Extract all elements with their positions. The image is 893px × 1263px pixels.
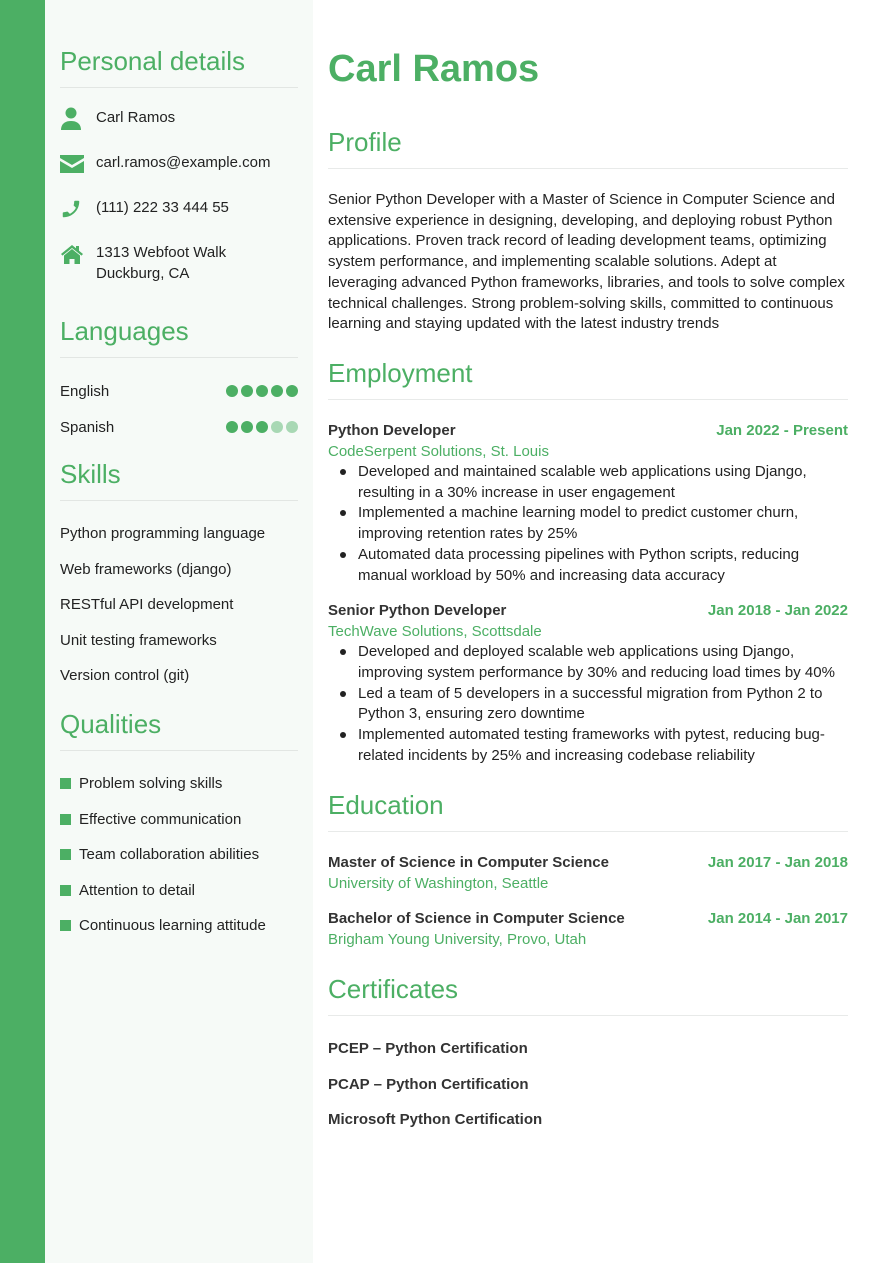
level-dot-filled [256,385,268,397]
education-dates: Jan 2014 - Jan 2017 [707,910,848,927]
education-entry [328,908,848,950]
home-icon [60,242,96,266]
education-header [328,852,848,873]
job-bullets [328,642,848,766]
person-icon [60,107,96,131]
profile-text: Senior Python Developer with a Master of Science in Computer Science and extensive experience in designing, developing, and deploying robust Python applications. Proven track record of leading development teams, optimizing system performance, and implementing scalable solutions. Adept at leveraging advanced Python frameworks, libraries, and tools to solve complex technical challenges. Strong problem-solving skills, committed to continuous learning and staying updated with the latest industry trends [328,191,845,333]
personal-details-heading: Personal details [60,46,298,88]
job-header [328,600,848,621]
square-bullet-icon [60,849,71,860]
quality-text: Continuous learning attitude [79,917,266,935]
job-employer: TechWave Solutions, Scottsdale [328,623,542,641]
quality-text: Effective communication [79,810,242,828]
detail-phone-text[interactable]: (111) 222 33 444 55 [96,199,229,216]
skill-item: RESTful API development [60,596,234,614]
address-line-2: Duckburg, CA [96,265,190,282]
quality-text: Problem solving skills [79,775,223,793]
education-dates: Jan 2017 - Jan 2018 [707,854,848,871]
profile-heading: Profile [328,127,848,169]
detail-email[interactable] [60,152,298,197]
personal-details-section [60,46,298,284]
skills-section [60,459,298,694]
language-item [60,409,298,445]
job-dates: Jan 2018 - Jan 2022 [707,602,848,620]
quality-text: Team collaboration abilities [79,846,260,864]
degree: Bachelor of Science in Computer Science [328,910,625,927]
accent-strip [0,0,45,1263]
job-employer: CodeSerpent Solutions, St. Louis [328,443,549,460]
job-title: Senior Python Developer [328,602,507,620]
skills-heading: Skills [60,459,298,501]
detail-address-text [96,242,226,284]
skill-item: Version control (git) [60,667,190,685]
job-dates: Jan 2022 - Present [716,422,848,439]
quality-item [60,837,298,873]
job-bullet: Developed and maintained scalable web applications using Django, resulting in a 30% increase in user engagement [328,462,848,503]
quality-item [60,766,298,802]
qualities-heading: Qualities [60,709,298,751]
level-dot-filled [256,421,268,433]
level-dot-filled [241,421,253,433]
employment-section [328,358,848,766]
skill-item: Python programming language [60,525,266,543]
language-name: Spanish [60,418,115,436]
job-entry [328,600,848,766]
quality-text: Attention to detail [79,881,195,899]
language-level-spanish [226,421,298,433]
job-bullet: Led a team of 5 developers in a successful migration from Python 2 to Python 3, ensuring zero downtime [328,684,848,725]
address-line-1: 1313 Webfoot Walk [96,244,227,261]
square-bullet-icon [60,885,71,896]
level-dot-filled [226,421,238,433]
level-dot-filled [226,385,238,397]
square-bullet-icon [60,920,71,931]
languages-section [60,316,298,445]
employment-heading: Employment [328,358,848,400]
level-dot-empty [286,421,298,433]
job-header [328,420,848,441]
certificates-heading: Certificates [328,974,848,1016]
languages-heading: Languages [60,316,298,358]
job-bullet: Implemented automated testing frameworks with pytest, reducing bug-related incidents by 25% and increasing codebase reliability [328,725,848,766]
quality-item [60,908,298,944]
square-bullet-icon [60,814,71,825]
level-dot-filled [271,385,283,397]
school: Brigham Young University, Provo, Utah [328,931,587,948]
education-entry [328,852,848,894]
certificate-item: PCAP – Python Certification [328,1075,529,1093]
level-dot-empty [271,421,283,433]
qualities-section [60,709,298,944]
profile-section [328,127,848,335]
skill-item: Web frameworks (django) [60,560,232,578]
level-dot-filled [241,385,253,397]
language-item [60,373,298,409]
education-header [328,908,848,929]
sidebar [45,0,313,1263]
job-bullet: Automated data processing pipelines with Python scripts, reducing manual workload by 50% and increasing data accuracy [328,545,848,586]
school: University of Washington, Seattle [328,875,549,892]
certificate-item: PCEP – Python Certification [328,1040,528,1058]
skill-item: Unit testing frameworks [60,631,217,649]
job-bullet: Implemented a machine learning model to predict customer churn, improving retention rates by 25% [328,503,848,544]
phone-icon [60,197,96,221]
main-content [313,0,893,1263]
detail-address [60,242,298,284]
job-bullets [328,462,848,586]
square-bullet-icon [60,778,71,789]
language-level-english [226,385,298,397]
certificates-section [328,974,848,1138]
education-section [328,790,848,950]
education-heading: Education [328,790,848,832]
quality-item [60,802,298,838]
language-name: English [60,382,110,400]
job-bullet: Developed and deployed scalable web applications using Django, improving system performance by 30% and reducing load times by 40% [328,642,848,683]
certificate-item: Microsoft Python Certification [328,1111,543,1129]
job-entry [328,420,848,586]
quality-item [60,873,298,909]
detail-phone[interactable] [60,197,298,242]
detail-name [60,107,298,152]
degree: Master of Science in Computer Science [328,854,609,871]
envelope-icon [60,152,96,176]
job-title: Python Developer [328,422,456,439]
detail-name-text: Carl Ramos [96,109,176,126]
candidate-name: Carl Ramos [328,48,540,90]
level-dot-filled [286,385,298,397]
detail-email-text[interactable]: carl.ramos@example.com [96,154,271,171]
